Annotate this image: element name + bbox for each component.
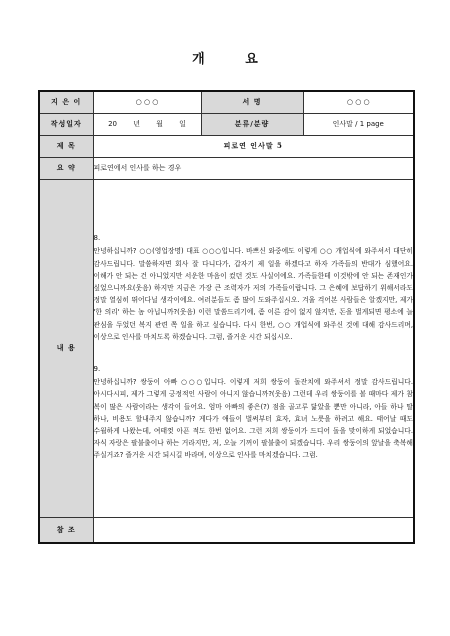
date-value: 20 년 월 일 (93, 113, 201, 135)
date-label: 작성일자 (39, 113, 93, 135)
paragraph-text: 안녕하십니까? 쌍둥이 아빠 ○○○입니다. 이렇게 저희 쌍둥이 돌잔치에 와주셔서 정말 감사드립니다. 아시다시피, 제가 그렇게 긍정적인 사람이 아니지 않습니까?(웃음) 그런데 우리 쌍둥이를 볼 때마다 제가 참 복이 많은 사람이라는 생각이 들어요. 엄마 아빠의 좋은(?) 점을 골고루 닮았을 뿐만 아니라, 아들 하나 딸 하나, 비용도 할내주지 않습니까? 게다가 애들이 벌써부터 효자, 효녀 노릇을 하려고 해요. 태어날 때도 수월하게 나왔는데, 여태껏 아픈 적도 한번 없어요. 그런 저희 쌍둥이가 드디어 돌을 맞이하게 되었습니다. 자식 자랑은 팔불출이나 하는 거라지만, 저, 오늘 기꺼이 팔불출이 되겠습니다. 우리 쌍둥이의 앞날을 축복해 주실거죠? 즐거운 시간 되시길 바라며, 이상으로 인사를 마치겠습니다. 그럼. (93, 378, 413, 460)
subject-label: 제 목 (39, 135, 93, 157)
category-value: 인사말 / 1 page (303, 113, 414, 135)
content-body (93, 179, 414, 517)
reference-value (93, 517, 414, 543)
author-label: 지 은 이 (39, 91, 93, 113)
summary-form (38, 90, 415, 544)
reference-label: 참 조 (39, 517, 93, 543)
author-value: ○ ○ ○ (93, 91, 201, 113)
category-label: 분류/분량 (201, 113, 303, 135)
paragraph-number: 8. (93, 234, 101, 243)
summary-label: 요 약 (39, 157, 93, 179)
paragraph-number: 9. (93, 365, 101, 374)
subject-value: 피로연 인사말 5 (93, 135, 414, 157)
page-title: 개 요 (192, 52, 276, 67)
name-label: 서 명 (201, 91, 303, 113)
content-label: 내 용 (39, 179, 93, 517)
name-value: ○ ○ ○ (303, 91, 414, 113)
paragraph-text: 안녕하십니까? ○○(영업장명) 대표 ○○○입니다. 바쁘신 와중에도 이렇게 ○○ 개업식에 와주셔서 대단히 감사드립니다. 말씀하자면 회사 잘 다니다가, 갑자기 제 일을 하겠다고 하자 가족들의 반대가 심했어요. 이해가 안 되는 건 아니었지만 서운한 마음이 컸던 것도 사실이에요. 가족들한테 이것밖에 안 되는 존재인가 싶었으니까요(웃음) 하지만 지금은 가장 큰 조력자가 저의 가족들이랍니다. 그 은혜에 보답하기 위해서라도 정말 열심히 뛰어다닐 생각이에요. 여러분들도 좀 많이 도와주십시오. 겨울 걱어본 사람들은 알겠지만, 제가 '한 의리' 하는 놈 아닙니까?(웃음) 이런 말씀드리기에, 좀 이른 감이 없지 않지만, 돈을 벌게되면 평소에 늘 관심을 두었던 복지 관련 쪽 일을 하고 싶습니다. 다시 한번, ○○ 개업식에 와주신 것에 대해 감사드리며, 이상으로 인사를 마치도록 하겠습니다. 그럼, 즐거운 시간 되십시오. (93, 247, 413, 341)
summary-value: 피로연에서 인사를 하는 경우 (93, 157, 414, 179)
